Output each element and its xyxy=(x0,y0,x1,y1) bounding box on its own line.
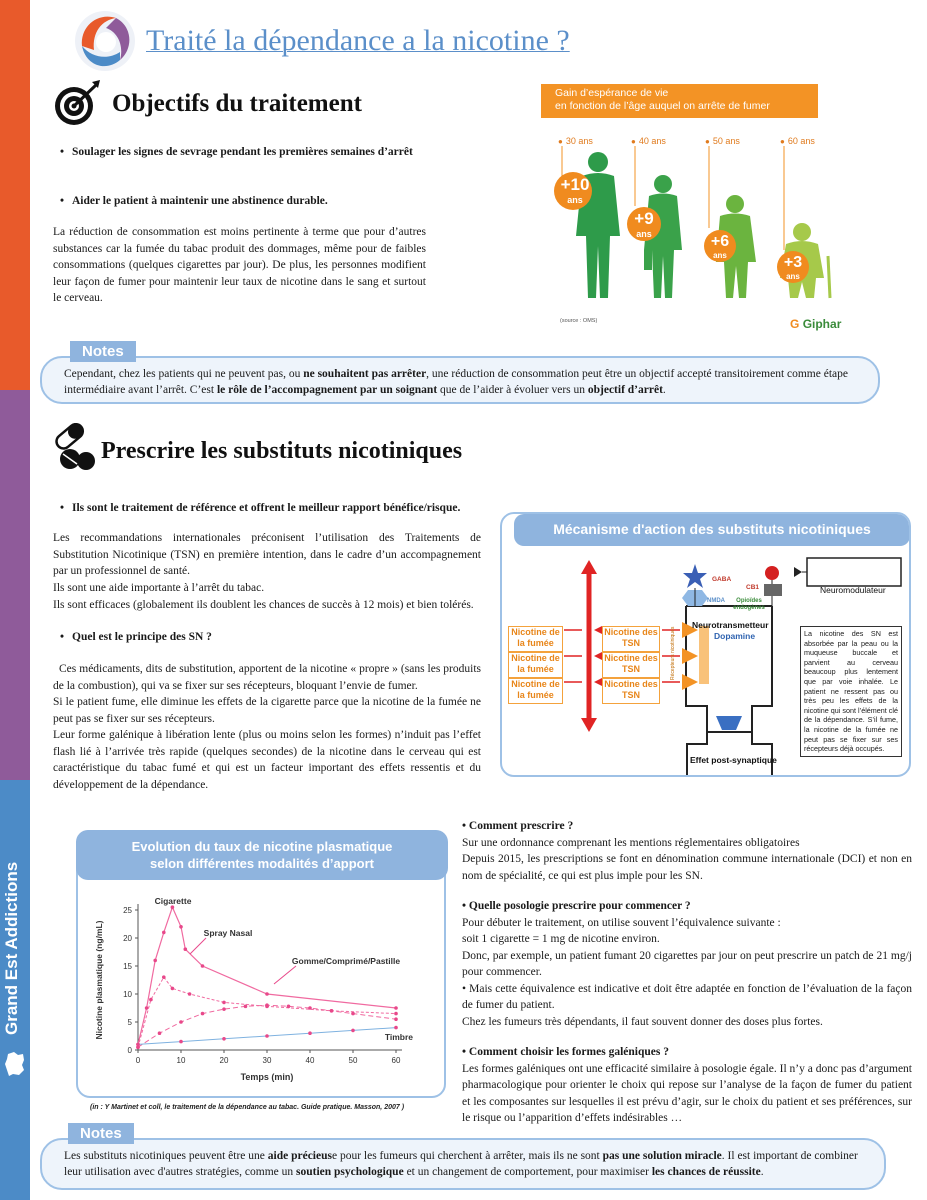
notes2-text-1: Les substituts nicotiniques peuvent être une xyxy=(64,1150,268,1162)
q2-paragraph-4: • Mais cette équivalence est indicative et doit être adaptée en fonction de l’évaluation de la façon de fumer du patient. xyxy=(462,982,912,1011)
notes2-text-4: et un changement de comportement, pour maximiser xyxy=(403,1166,652,1178)
mechanism-explanation: La nicotine des SN est absorbée par la peau ou la muqueuse buccale et parvient au cerveau beaucoup plus lentement que par voie inhalée. Le patient ne ressent pas ou très peu les effets de la nicotine qui sont l’élément clé de la dépendance. S’il fume, la nicotine de la fumée ne peut pas se fixer sur ses récepteurs déjà occupés. xyxy=(800,626,902,757)
x-tick-label: 50 xyxy=(348,1056,358,1065)
logo-icon xyxy=(70,6,140,76)
recepteurs-label: Récepteurs nicotiniques xyxy=(670,626,676,680)
data-point xyxy=(158,1031,162,1035)
chart-title xyxy=(76,830,448,880)
data-point xyxy=(394,1006,398,1010)
data-point xyxy=(171,987,175,991)
notes-box-1 xyxy=(40,356,880,404)
y-tick-label: 15 xyxy=(123,962,132,971)
nicotine-chart-panel xyxy=(76,830,446,1098)
q3-title: • Comment choisir les formes galéniques ? xyxy=(462,1046,669,1058)
x-tick-label: 40 xyxy=(305,1056,315,1065)
objectifs-paragraph: La réduction de consommation est moins pertinente à terme que pour d’autres substances car la fumée du tabac produit des dommages, même pour de faibles consommations (quelques cigarettes par jour). De plus, les personnes modifient leur façon de fumer pour maintenir leur taux de nicotine dans le sang et surtout le cerveau. xyxy=(53,226,426,304)
y-tick-label: 5 xyxy=(127,1018,132,1027)
q2-title: • Quelle posologie prescrire pour commencer ? xyxy=(462,900,691,912)
infographic-source: (source : OMS) xyxy=(560,318,598,324)
side-color-band xyxy=(0,0,30,1200)
bullet-objectif-1: • Soulager les signes de sevrage pendant les premières semaines d’arrêt xyxy=(72,144,426,160)
gain-60-unit: ans xyxy=(786,272,800,281)
data-point xyxy=(149,998,153,1002)
gain-30-unit: ans xyxy=(567,195,583,205)
q2-paragraph-5: Chez les fumeurs très dépendants, il faut souvent donner des doses plus fortes. xyxy=(462,1015,823,1028)
para-aide: Ils sont une aide importante à l’arrêt du tabac. xyxy=(53,582,265,594)
gain-60 xyxy=(775,254,811,283)
chart-labels xyxy=(94,896,413,1082)
gain-40 xyxy=(626,210,662,241)
nicotine-fumee-box-1: Nicotine de la fumée xyxy=(508,626,563,652)
data-point xyxy=(394,1026,398,1030)
notes2-bold-2: pas une solution miracle xyxy=(602,1150,722,1162)
bullet-principe: • Quel est le principe des SN ? xyxy=(72,629,472,645)
notes1-bold-1: ne souhaitent pas arrêter xyxy=(303,368,427,380)
gain-60-value: +3 xyxy=(783,254,803,271)
data-point xyxy=(179,1040,183,1044)
x-tick-label: 0 xyxy=(135,1056,141,1065)
x-tick-label: 60 xyxy=(391,1056,401,1065)
spray-pointer xyxy=(190,938,206,954)
giphar-g-icon: G xyxy=(790,317,800,331)
notes1-bold-3: objectif d’arrêt xyxy=(587,384,663,396)
gain-50 xyxy=(702,233,738,262)
nicotine-tsn-box-1: Nicotine des TSN xyxy=(602,626,660,652)
data-point xyxy=(265,1003,269,1007)
x-tick-label: 20 xyxy=(219,1056,229,1065)
notes-tag-2: Notes xyxy=(68,1123,134,1144)
data-point xyxy=(330,1009,334,1013)
notes2-text-2: e pour les fumeurs qui cherchent à arrêter, mais ils ne sont xyxy=(331,1150,603,1162)
gaba-label: GABA xyxy=(712,576,732,583)
giphar-label: Giphar xyxy=(802,317,842,331)
chart-title-line2: selon différentes modalités d’apport xyxy=(150,856,374,871)
dopamine-label: Dopamine xyxy=(714,631,756,641)
notes2-text-3: . Il est important de combiner leur utilisation avec d'autres stratégies, comme un xyxy=(64,1150,858,1178)
neuromodulateur-label: Neuromodulateur xyxy=(820,585,886,595)
gain-30-value: +10 xyxy=(560,175,590,194)
data-point xyxy=(265,1034,269,1038)
notes2-bold-1: aide précieus xyxy=(267,1150,332,1162)
chart-title-line1: Evolution du taux de nicotine plasmatique xyxy=(131,839,393,854)
gain-50-unit: ans xyxy=(713,251,727,260)
region-map-icon xyxy=(4,1050,26,1078)
data-point xyxy=(351,1029,355,1033)
x-tick-label: 10 xyxy=(176,1056,186,1065)
series-label-0: Cigarette xyxy=(154,896,192,906)
cb1-label: CB1 xyxy=(746,584,760,591)
data-point xyxy=(222,1007,226,1011)
series-label-1: Spray Nasal xyxy=(203,928,253,938)
notes-tag-1: Notes xyxy=(70,341,136,362)
data-point xyxy=(184,947,188,951)
data-point xyxy=(308,1031,312,1035)
target-icon xyxy=(52,78,104,128)
data-point xyxy=(222,1001,226,1005)
x-tick-label: 30 xyxy=(262,1056,272,1065)
notes-box-2 xyxy=(40,1138,886,1190)
gain-50-value: +6 xyxy=(710,233,730,250)
notes1-bold-2: le rôle de l’accompagnement par un soignant xyxy=(216,384,438,396)
gomme-pointer xyxy=(274,966,296,984)
sidebar-orange-segment xyxy=(0,0,30,390)
question-posologie xyxy=(462,898,912,1030)
infographic-header xyxy=(541,84,818,118)
person-30-figure xyxy=(576,152,620,298)
notes1-text-2: , une réduction de consommation peut être un objectif accepté transitoirement comme étape intermédiaire avant l’arrêt. C’est xyxy=(64,368,848,396)
notes1-text-4: . xyxy=(662,384,666,396)
series-line-0 xyxy=(138,907,396,1044)
nicotine-fumee-box-3: Nicotine de la fumée xyxy=(508,678,563,704)
series-label-2: Gomme/Comprimé/Pastille xyxy=(291,956,401,966)
data-point xyxy=(201,1012,205,1016)
nicotine-tsn-box-3: Nicotine des TSN xyxy=(602,678,660,704)
q1-paragraph-1: Sur une ordonnance comprenant les mentions réglementaires obligatoires xyxy=(462,836,800,849)
q2-paragraph-3: Donc, par exemple, un patient fumant 20 cigarettes par jour on peut prescrire un patch de 21 mg/j pour commencer. xyxy=(462,949,912,978)
data-point xyxy=(188,992,192,996)
effet-post-synaptique-label: Effet post-synaptique xyxy=(690,755,777,765)
mechanism-title: Mécanisme d'action des substituts nicotiniques xyxy=(514,514,910,546)
data-point xyxy=(136,1043,140,1047)
gain-40-value: +9 xyxy=(634,209,654,228)
para-recommandations: Les recommandations internationales préconisent l’utilisation des Traitements de Substitution Nicotinique (TSN) en première intention, dans le cadre d’un accompagnement par un professionnel de santé. xyxy=(53,532,481,577)
y-tick-label: 10 xyxy=(123,990,132,999)
notes2-text-5: . xyxy=(760,1166,764,1178)
infographic-header-line1: Gain d’espérance de vie xyxy=(555,87,669,99)
section-title-objectifs: Objectifs du traitement xyxy=(112,90,362,117)
data-point xyxy=(351,1012,355,1016)
data-point xyxy=(222,1037,226,1041)
y-tick-label: 25 xyxy=(123,906,132,915)
opioides-label: Opioïdes endogènes xyxy=(733,598,765,611)
para-forme-galenique: Leur forme galénique à libération lente (plus ou moins selon les formes) n’induit pas l’effet flash lié à l’arrivée très rapide (quelques secondes) de la nicotine dans le cerveau qui est caractéristique du tabac fumé et qui est un facteur important des effets ressentis et du développement de la dépendance. xyxy=(53,729,481,791)
q1-title: • Comment prescrire ? xyxy=(462,820,574,832)
infographic-header-line2: en fonction de l’âge auquel on arrête de fumer xyxy=(555,100,770,112)
q2-paragraph-2: soit 1 cigarette = 1 mg de nicotine environ. xyxy=(462,933,660,945)
age-label-60: ● 60 ans xyxy=(780,136,815,146)
notes1-text-1: Cependant, chez les patients qui ne peuvent pas, ou xyxy=(64,368,304,380)
data-point xyxy=(287,1005,291,1009)
notes1-text-3: que de l’aider à évoluer vers un xyxy=(437,384,588,396)
q1-paragraph-2: Depuis 2015, les prescriptions se font en dénomination commune internationale (DCI) et non en nom de spécialité, ce qui est plus imple pour les SN. xyxy=(462,853,912,882)
data-point xyxy=(162,931,166,935)
series-label-3: Timbre xyxy=(384,1032,413,1042)
notes2-bold-3: soutien psychologique xyxy=(296,1166,404,1178)
para-efficaces: Ils sont efficaces (globalement ils doublent les chances de succès à 12 mois) et bien tolérés. xyxy=(53,599,474,611)
chart-reference: (in : Y Martinet et coll, le traitement de la dépendance au tabac. Guide pratique. Masson, 2007 ) xyxy=(90,1104,405,1111)
data-point xyxy=(153,959,157,963)
giphar-logo xyxy=(790,317,841,331)
gain-30 xyxy=(555,176,595,207)
data-point xyxy=(145,1006,149,1010)
data-point xyxy=(179,925,183,929)
chart-axes xyxy=(135,904,402,1053)
data-point xyxy=(394,1012,398,1016)
age-label-50: ● 50 ans xyxy=(705,136,740,146)
data-point xyxy=(308,1006,312,1010)
age-label-40: ● 40 ans xyxy=(631,136,666,146)
para-patient-fume: Si le patient fume, elle diminue les effets de la cigarette parce que la nicotine de la fumée ne peut pas se fixer sur ses récepteurs. xyxy=(53,696,481,725)
x-axis-label: Temps (min) xyxy=(240,1072,294,1082)
bullet-objectif-2: • Aider le patient à maintenir une abstinence durable. xyxy=(72,193,426,209)
data-point xyxy=(162,975,166,979)
para-medicaments: Ces médicaments, dits de substitution, apportent de la nicotine « propre » (sans les produits de la combustion), qui va se fixer sur ses récepteurs, bloquant l’envie de fumer. xyxy=(53,663,484,692)
nicotine-chart xyxy=(78,882,446,1096)
neurotransmetteur-label: Neurotransmetteur xyxy=(692,620,769,630)
question-prescrire xyxy=(462,818,912,884)
data-point xyxy=(201,964,205,968)
data-point xyxy=(244,1005,248,1009)
nmda-label: NMDA xyxy=(707,598,725,604)
notes2-bold-4: les chances de réussite xyxy=(651,1166,761,1178)
section-title-substituts: Prescrire les substituts nicotiniques xyxy=(101,438,463,464)
data-point xyxy=(265,992,269,996)
page-title[interactable]: Traité la dépendance a la nicotine ? xyxy=(146,24,570,57)
y-tick-label: 0 xyxy=(127,1046,132,1055)
data-point xyxy=(394,1017,398,1021)
q3-paragraph-1: Les formes galéniques ont une efficacité similaire à posologie égale. Il n’y a donc pas d’argument pharmacologique pour orienter le choix qui repose sur l’analyse de la façon de fumer du patient et les composantes sur lesquelles il est prévu d’agir, sur le choix du patient et ses préférences, sur le risque ou l’apparition d’effets indésirables … xyxy=(462,1062,912,1124)
y-axis-label: Nicotine plasmatique (ng/mL) xyxy=(94,920,104,1040)
data-point xyxy=(179,1020,183,1024)
age-label-30: ● 30 ans xyxy=(558,136,593,146)
nicotine-fumee-box-2: Nicotine de la fumée xyxy=(508,652,563,678)
question-formes xyxy=(462,1044,912,1127)
gain-40-unit: ans xyxy=(636,229,652,239)
pills-icon xyxy=(50,423,96,471)
bullet-reference: • Ils sont le traitement de référence et offrent le meilleur rapport bénéfice/risque. xyxy=(72,500,492,516)
mechanism-panel xyxy=(500,512,911,777)
q2-paragraph-1: Pour débuter le traitement, on utilise souvent l’équivalence suivante : xyxy=(462,916,781,929)
sidebar-purple-segment xyxy=(0,390,30,780)
nicotine-tsn-box-2: Nicotine des TSN xyxy=(602,652,660,678)
y-tick-label: 20 xyxy=(123,934,132,943)
